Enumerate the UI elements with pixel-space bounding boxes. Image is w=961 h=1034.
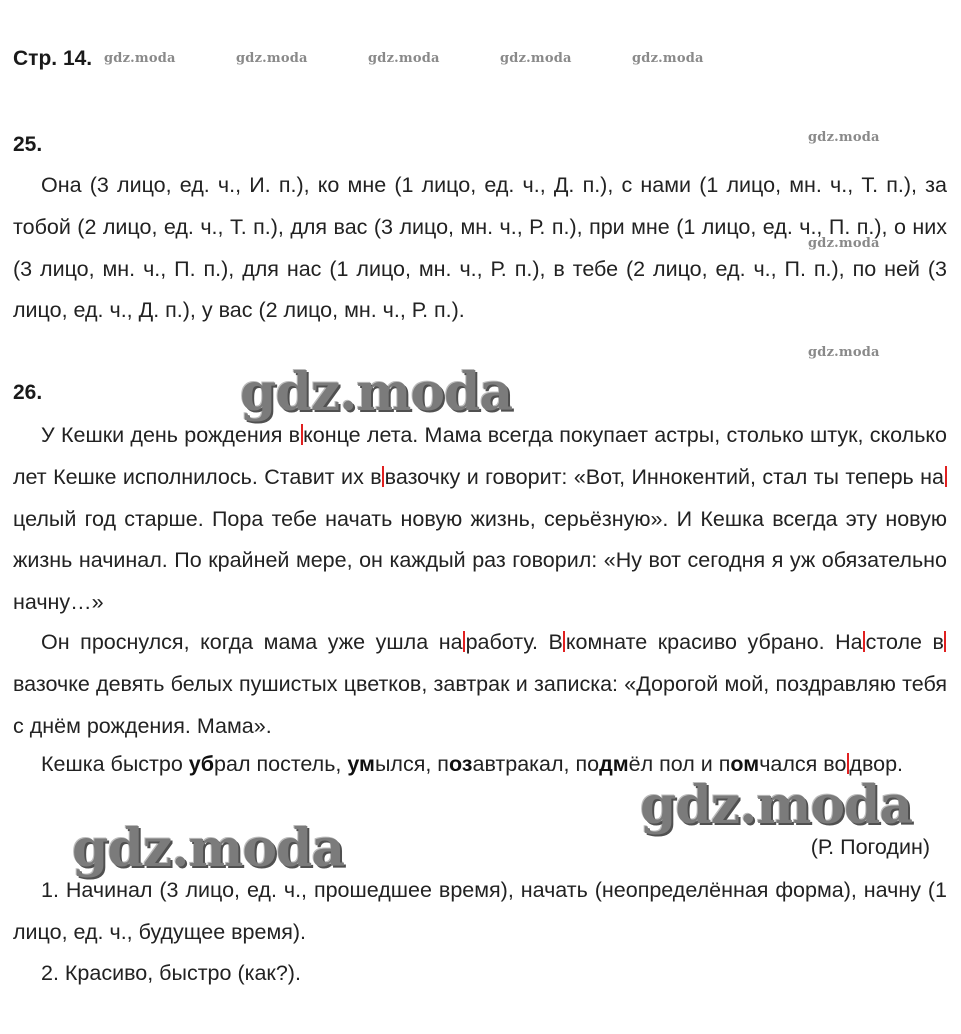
watermark-small: gdz.moda xyxy=(632,51,704,66)
bold-prefix: дм xyxy=(599,752,629,776)
text-segment: ёл пол и п xyxy=(628,752,731,776)
task-26-number: 26. xyxy=(13,381,43,404)
watermark-large: gdz.moda xyxy=(240,362,513,423)
task-26-paragraph-1 xyxy=(13,415,947,624)
text-segment: целый год старше. Пора тебе начать новую жизнь, серьёзную». И Кешка всегда эту новую жизнь начинал. По крайней мере, он каждый раз говорил: «Ну вот сегодня я уж обязательно начну…» xyxy=(13,506,947,615)
bold-prefix: ум xyxy=(347,752,375,776)
watermark-small: gdz.moda xyxy=(808,236,880,251)
text-segment: Кешка быстро xyxy=(41,752,189,776)
text-segment: У Кешки день рождения в xyxy=(41,423,301,447)
text-segment: вазочку и говорит: «Вот, Иннокентий, стал ты теперь на xyxy=(384,464,944,489)
separator-mark xyxy=(945,466,947,487)
bold-prefix: ом xyxy=(730,752,760,776)
watermark-small: gdz.moda xyxy=(808,345,880,360)
answer-1: 1. Начинал (3 лицо, ед. ч., прошедшее время), начать (неопределённая форма), начну (1 лицо, ед. ч., будущее время). xyxy=(13,878,947,944)
text-segment: рал постель, xyxy=(214,752,348,776)
quote-attribution: (Р. Погодин) xyxy=(810,835,930,859)
watermark-large: gdz.moda xyxy=(72,818,345,879)
watermark-small: gdz.moda xyxy=(104,51,176,66)
task-26-paragraph-2 xyxy=(13,622,947,747)
separator-mark xyxy=(944,631,946,652)
page-header: Стр. 14. xyxy=(13,47,93,70)
text-segment: столе в xyxy=(865,630,944,654)
text-segment: двор. xyxy=(849,752,904,776)
watermark-large: gdz.moda xyxy=(640,775,913,836)
task-25-number: 25. xyxy=(13,133,43,156)
bold-prefix: оз xyxy=(448,752,473,776)
text-segment: работу. В xyxy=(465,630,563,654)
watermark-small: gdz.moda xyxy=(808,130,880,145)
watermark-small: gdz.moda xyxy=(368,51,440,66)
answer-2: 2. Красиво, быстро (как?). xyxy=(41,961,301,985)
text-segment: ылся, п xyxy=(374,752,449,776)
watermark-small: gdz.moda xyxy=(236,51,308,66)
watermark-small: gdz.moda xyxy=(500,51,572,66)
task-25-text: Она (3 лицо, ед. ч., И. п.), ко мне (1 лицо, ед. ч., Д. п.), с нами (1 лицо, мн. ч., Т. п.), за тобой (2 лицо, ед. ч., Т. п.), для вас (3 лицо, мн. ч., Р. п.), при мне (1 лицо, ед. ч., П. п.), о них (3 лицо, мн. ч., П. п.), для нас (1 лицо, мн. ч., Р. п.), в тебе (2 лицо, ед. ч., П. п.), по ней (3 лицо, ед. ч., Д. п.), у вас (2 лицо, мн. ч., Р. п.). xyxy=(13,173,947,323)
text-segment: комнате красиво убрано. На xyxy=(565,630,863,654)
text-segment: конце лета. Мама всегда покупает астры, столько штук, сколько лет Кешке исполнилось. Ставит их в xyxy=(13,423,947,489)
text-segment: автракал, по xyxy=(472,752,600,776)
text-segment: вазочке девять белых пушистых цветков, завтрак и записка: «Дорогой мой, поздравляю тебя с днём рождения. Мама». xyxy=(13,671,947,738)
text-segment: Он проснулся, когда мама уже ушла на xyxy=(41,630,463,654)
bold-prefix: уб xyxy=(188,752,215,776)
text-segment: чался во xyxy=(759,752,847,776)
